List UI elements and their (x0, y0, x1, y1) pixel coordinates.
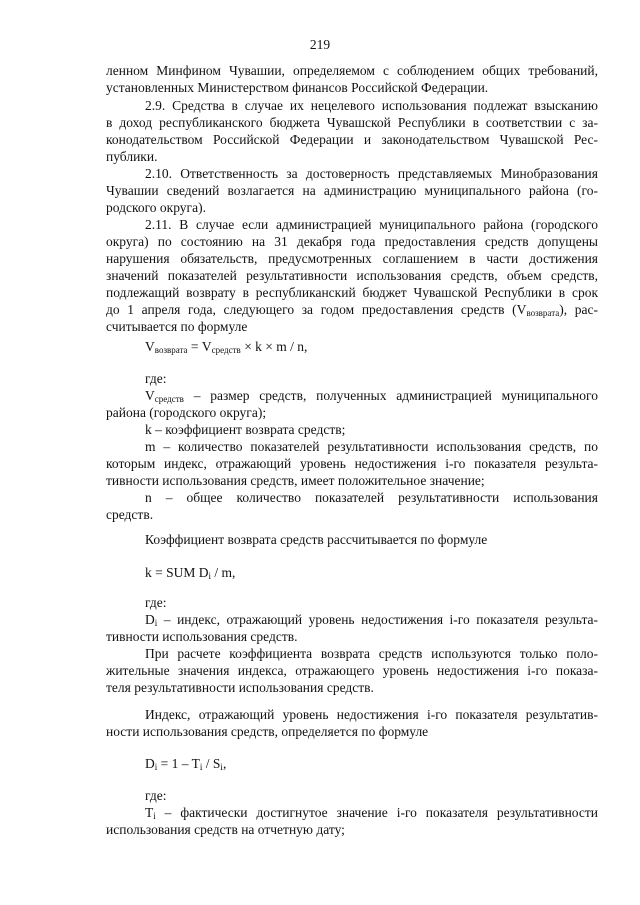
paragraph-positive-values: При расчете коэффициента возврата средств используются только поло- (145, 646, 598, 661)
text-line: значений показателей результативности использования средств, объем средств, (106, 268, 598, 283)
text-line: подлежащий возврату в республиканский бюджет Чувашской Республики в срок (106, 285, 598, 300)
index-intro: Индекс, отражающий уровень недостижения i-го показателя результатив- (145, 707, 598, 722)
text-line: ленном Минфином Чувашии, определяемом с соблюдением общих требований, (106, 63, 598, 78)
definition-d: $D_i$ – индекс, отражающий уровень недостижения i-го показателя результа- (145, 612, 598, 628)
text-line: тивности использования средств. (106, 629, 298, 644)
where-label: где: (145, 788, 167, 803)
formula-d: $D_i = 1 - T_i / S_i$, (145, 756, 227, 772)
text-line: теля результативности использования средств. (106, 680, 374, 695)
paragraph-2-11: 2.11. В случае если администрацией муниципального района (городского (145, 217, 598, 232)
definition-v: $V_{средств}$ – размер средств, полученных администрацией муниципального (145, 388, 598, 404)
text-line: считывается по формуле (106, 319, 248, 334)
text-line: средств. (106, 507, 154, 522)
text-line: публики. (106, 149, 158, 164)
text-line: округа) по состоянию на 31 декабря года предоставления средств допущены (106, 234, 598, 249)
text-line: тивности использования средств, имеет положительное значение; (106, 473, 485, 488)
formula-k: k = SUM $D_i$ / m, (145, 565, 236, 581)
text-line: до 1 апреля года, следующего за годом предоставления средств $(V_{возврата})$, рас- (106, 302, 598, 318)
definition-n: n – общее количество показателей результативности использования (145, 490, 598, 505)
page-number: 219 (309, 37, 331, 52)
definition-t: $T_i$ – фактически достигнутое значение i-го показателя результативности (145, 805, 598, 821)
paragraph-2-10: 2.10. Ответственность за достоверность представляемых Минобразования (145, 166, 598, 181)
text-line: родского округа). (106, 200, 206, 215)
text-line: нарушения обязательств, предусмотренных соглашением в части достижения (106, 251, 598, 266)
text-line: в доход республиканского бюджета Чувашской Республики в соответствии с за- (106, 115, 598, 130)
text-line: использования средств на отчетную дату; (106, 822, 345, 837)
text-line: жительные значения индекса, отражающего уровень недостижения i-го показа- (106, 663, 598, 678)
paragraph-2-9: 2.9. Средства в случае их нецелевого использования подлежат взысканию (145, 98, 598, 113)
where-label: где: (145, 595, 167, 610)
text-line: конодательством Российской Федерации и законодательством Чувашской Рес- (106, 132, 598, 147)
coefficient-intro: Коэффициент возврата средств рассчитывается по формуле (145, 532, 488, 547)
definition-m: m – количество показателей результативности использования средств, по (145, 439, 598, 454)
text-line: установленных Министерством финансов Российской Федерации. (106, 80, 489, 95)
text-line: которым индекс, отражающий уровень недостижения i-го показателя результа- (106, 456, 598, 471)
text-line: района (городского округа); (106, 405, 267, 420)
definition-k: k – коэффициент возврата средств; (145, 422, 346, 437)
text-line: Чувашии сведений возлагается на администрацию муниципального района (го- (106, 183, 598, 198)
text-line: ности использования средств, определяется по формуле (106, 724, 429, 739)
where-label: где: (145, 371, 167, 386)
formula-v-return: $V_{возврата} = V_{средств} \times k \times m / n$, (145, 339, 308, 355)
